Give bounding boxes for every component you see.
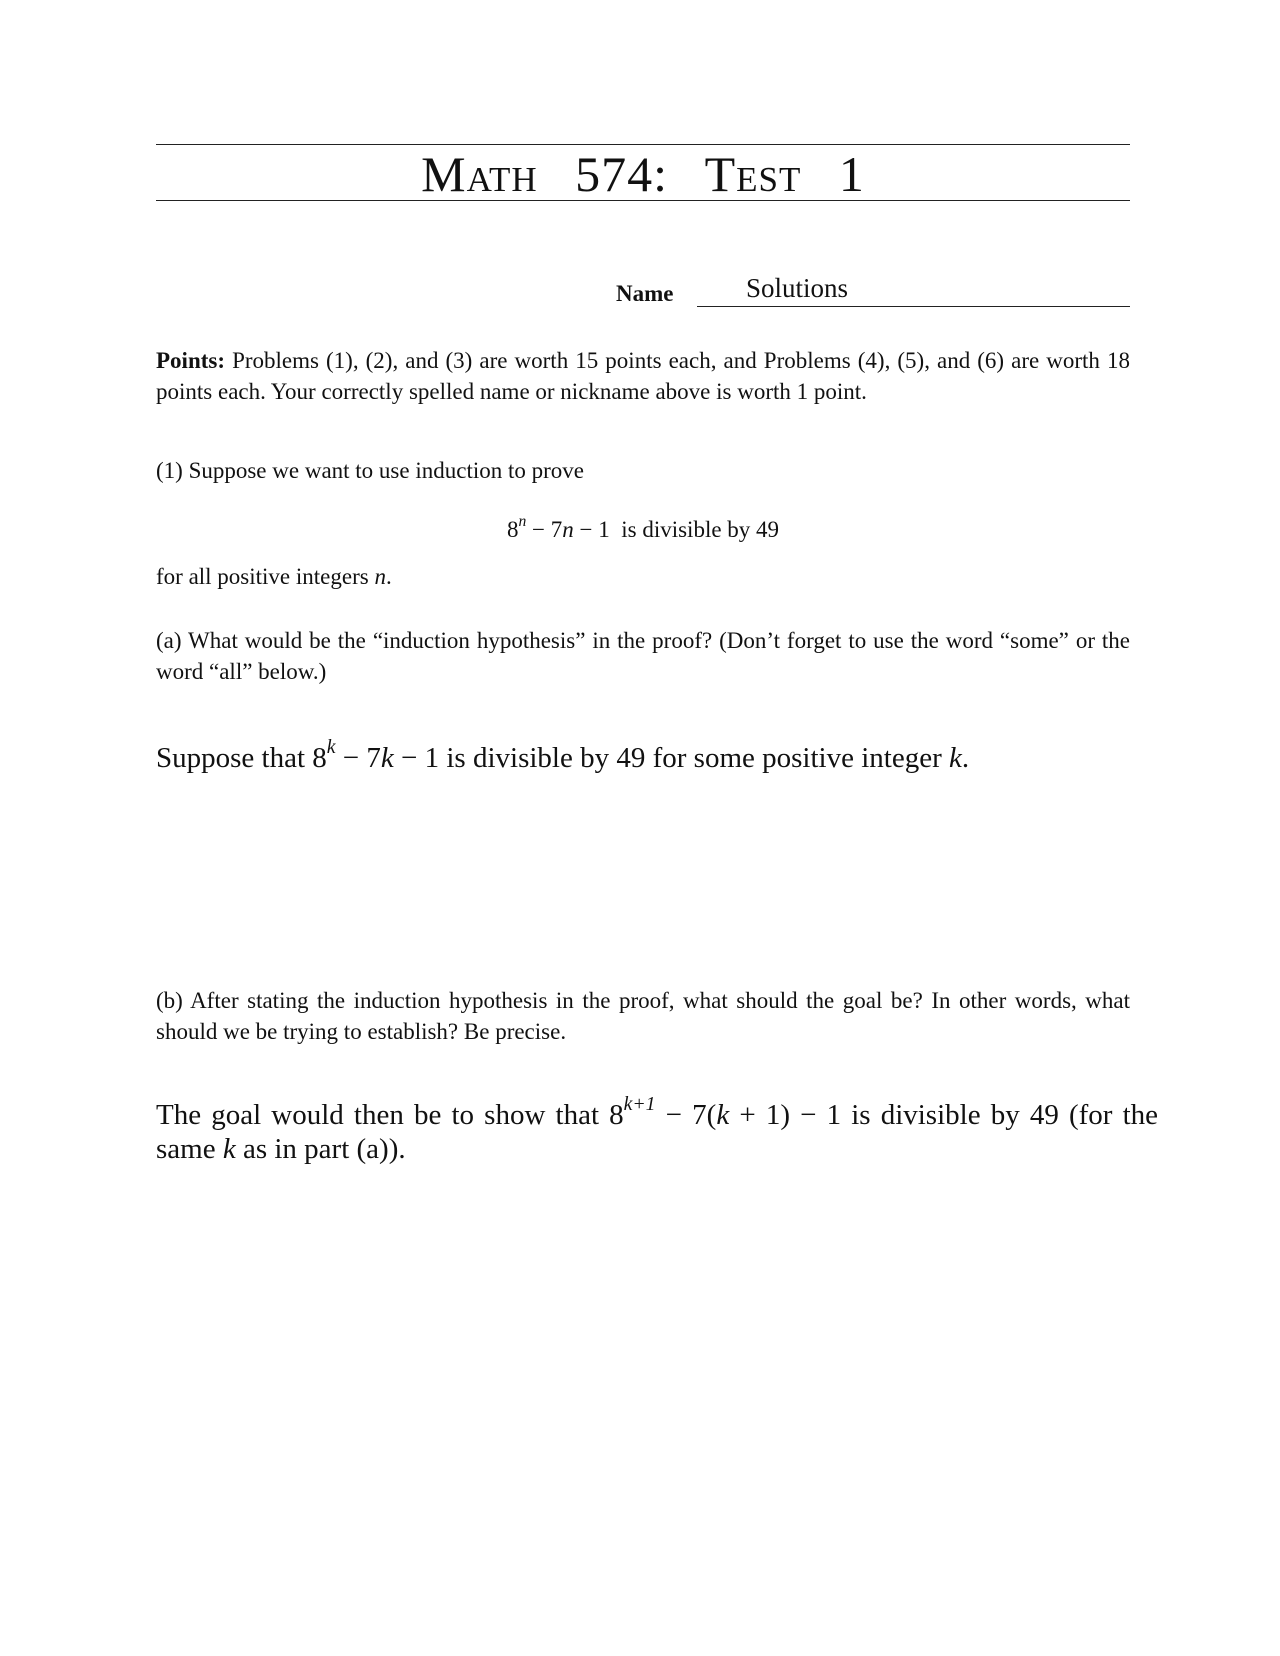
title-bottom-rule [156,200,1130,201]
title-top-rule [156,144,1130,145]
problem-1-statement [156,515,1130,545]
part-a-question: (a) What would be the “induction hypothesis” in the proof? (Don’t forget to use the word “some” or the word “all” below.) [156,628,1130,684]
part-a-answer-prefix: Suppose that 8 [156,742,327,774]
part-a-answer-mid2: − 1 is divisible by 49 for some positive integer [393,742,949,774]
part-b-answer-mid2: + 1) − 1 is divisible by 49 (for the same [156,1099,1159,1165]
statement-mid: − 7 [526,517,563,542]
part-a-answer-var1: k [380,742,394,774]
part-a-answer [156,736,1116,775]
part-b-answer [156,1093,1159,1166]
part-b-answer-exponent: k+1 [623,1093,656,1116]
part-b-answer-var1: k [716,1099,730,1131]
page-title: Math 574: Test 1 [421,146,865,202]
problem-1-intro: (1) Suppose we want to use induction to prove [156,458,584,483]
problem-1-closing [156,561,1130,592]
statement-base: 8 [506,517,519,542]
part-b-answer-end: as in part (a)). [235,1133,406,1165]
statement-exponent: n [518,513,527,530]
closing-var: n [374,564,386,589]
part-b-answer-prefix: The goal would then be to show that 8 [156,1099,624,1131]
part-a-answer-end: . [961,742,970,774]
part-a-answer-var2: k [948,742,962,774]
points-label: Points: [156,348,225,373]
name-value: Solutions [746,273,849,303]
closing-suffix: . [385,564,392,589]
part-b-question: (b) After stating the induction hypothesis in the proof, what should the goal be? In other words, what should we be trying to establish? Be precise. [156,988,1130,1044]
statement-var: n [562,517,574,542]
statement-tail: − 1 [573,517,610,542]
part-b-answer-var2: k [222,1133,236,1165]
name-field [616,275,1130,311]
part-a-answer-mid1: − 7 [335,742,381,774]
points-text: Problems (1), (2), and (3) are worth 15 points each, and Problems (4), (5), and (6) are worth 18 points each. Your correctly spelled name or nickname above is worth 1 point. [156,348,1130,404]
statement-text: is divisible by 49 [621,517,780,542]
name-label: Name [616,281,674,306]
points-paragraph [156,345,1130,407]
part-a-answer-exponent: k [326,736,336,759]
closing-prefix: for all positive integers [156,564,375,589]
name-underline [697,306,1130,307]
part-b-answer-mid1: − 7( [655,1099,717,1131]
